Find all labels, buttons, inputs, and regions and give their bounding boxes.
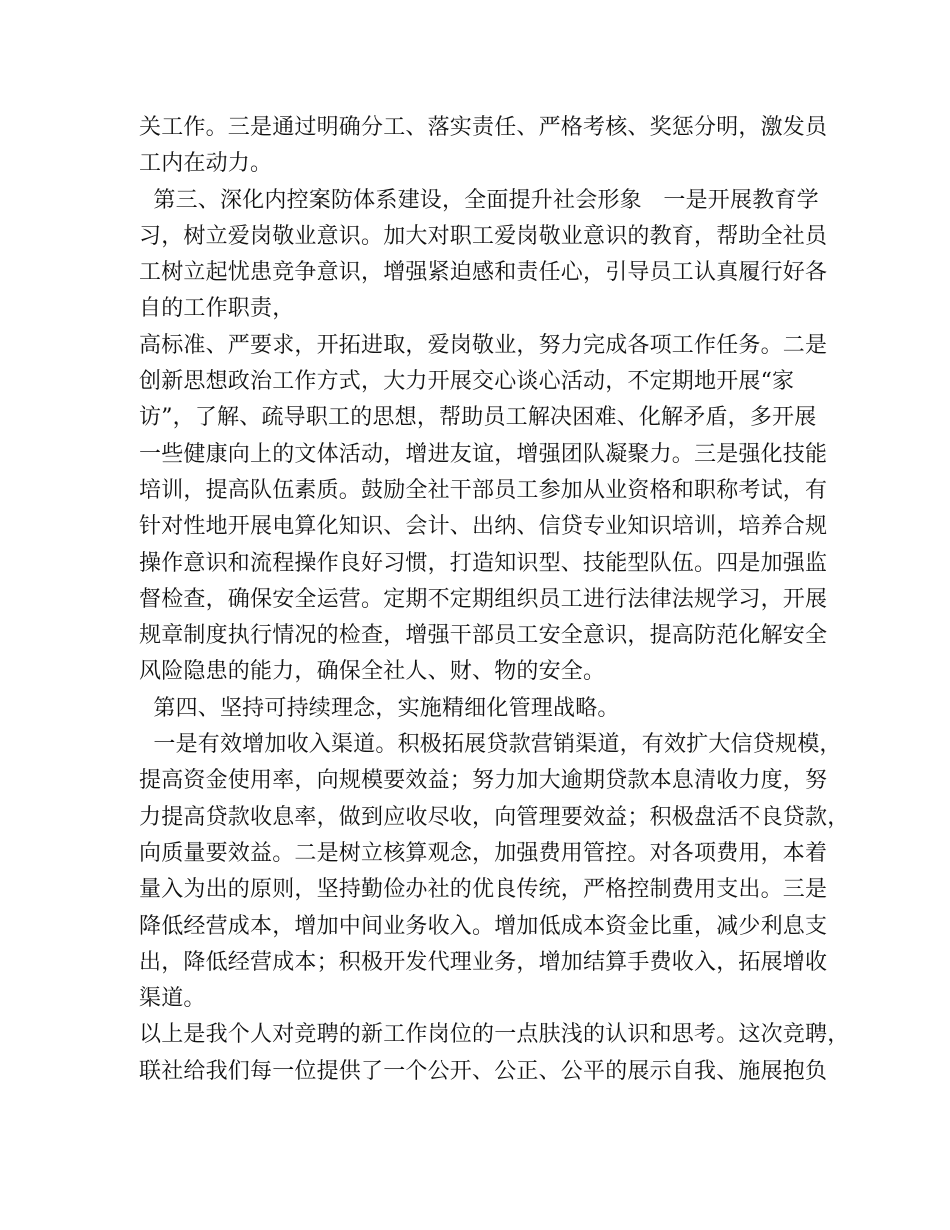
section-heading-line: 第四、坚持可持续理念，实施精细化管理战略。 xyxy=(139,695,620,721)
text-line: 渠道。 xyxy=(139,986,206,1012)
document-body xyxy=(139,110,850,1090)
text-line: 一些健康向上的文体活动，增进友谊，增强团队凝聚力。三是强化技能 xyxy=(139,441,828,467)
text-line: 高标准、严要求，开拓进取，爱岗敬业，努力完成各项工作任务。二是 xyxy=(139,332,828,358)
text-line: 降低经营成本，增加中间业务收入。增加低成本资金比重，减少利息支 xyxy=(139,913,828,939)
text-line: 习，树立爱岗敬业意识。加大对职工爱岗敬业意识的教育，帮助全社员 xyxy=(139,223,828,249)
text-line: 出，降低经营成本；积极开发代理业务，增加结算手费收入，拓展增收 xyxy=(139,949,828,975)
section-heading-line: 第三、深化内控案防体系建设，全面提升社会形象 一是开展教育学 xyxy=(139,187,819,213)
text-line: 培训，提高队伍素质。鼓励全社干部员工参加从业资格和职称考试，有 xyxy=(139,477,828,503)
text-line: 量入为出的原则，坚持勤俭办社的优良传统，严格控制费用支出。三是 xyxy=(139,877,828,903)
text-line: 力提高贷款收息率，做到应收尽收，向管理要效益；积极盘活不良贷款， xyxy=(139,804,850,830)
text-line: 规章制度执行情况的检查，增强干部员工安全意识，提高防范化解安全 xyxy=(139,623,828,649)
text-line: 以上是我个人对竞聘的新工作岗位的一点肤浅的认识和思考。这次竞聘， xyxy=(139,1022,850,1048)
text-line: 联社给我们每一位提供了一个公开、公正、公平的展示自我、施展抱负 xyxy=(139,1058,828,1084)
text-line: 提高资金使用率，向规模要效益；努力加大逾期贷款本息清收力度，努 xyxy=(139,768,828,794)
text-line: 督检查，确保安全运营。定期不定期组织员工进行法律法规学习，开展 xyxy=(139,586,828,612)
text-line: 自的工作职责， xyxy=(139,296,295,322)
text-line: 访”，了解、疏导职工的思想，帮助员工解决困难、化解矛盾，多开展 xyxy=(139,405,817,431)
text-line: 创新思想政治工作方式，大力开展交心谈心活动，不定期地开展“家 xyxy=(139,369,795,395)
text-line: 针对性地开展电算化知识、会计、出纳、信贷专业知识培训，培养合规 xyxy=(139,514,828,540)
text-line: 风险隐患的能力，确保全社人、财、物的安全。 xyxy=(139,659,606,685)
text-line: 工树立起忧患竞争意识，增强紧迫感和责任心，引导员工认真履行好各 xyxy=(139,260,828,286)
text-line: 一是有效增加收入渠道。积极拓展贷款营销渠道，有效扩大信贷规模， xyxy=(139,732,842,758)
text-line: 关工作。三是通过明确分工、落实责任、严格考核、奖惩分明，激发员 xyxy=(139,115,828,140)
text-line: 操作意识和流程操作良好习惯，打造知识型、技能型队伍。四是加强监 xyxy=(139,550,828,576)
text-line: 向质量要效益。二是树立核算观念，加强费用管控。对各项费用，本着 xyxy=(139,840,828,866)
text-line: 工内在动力。 xyxy=(139,151,273,177)
